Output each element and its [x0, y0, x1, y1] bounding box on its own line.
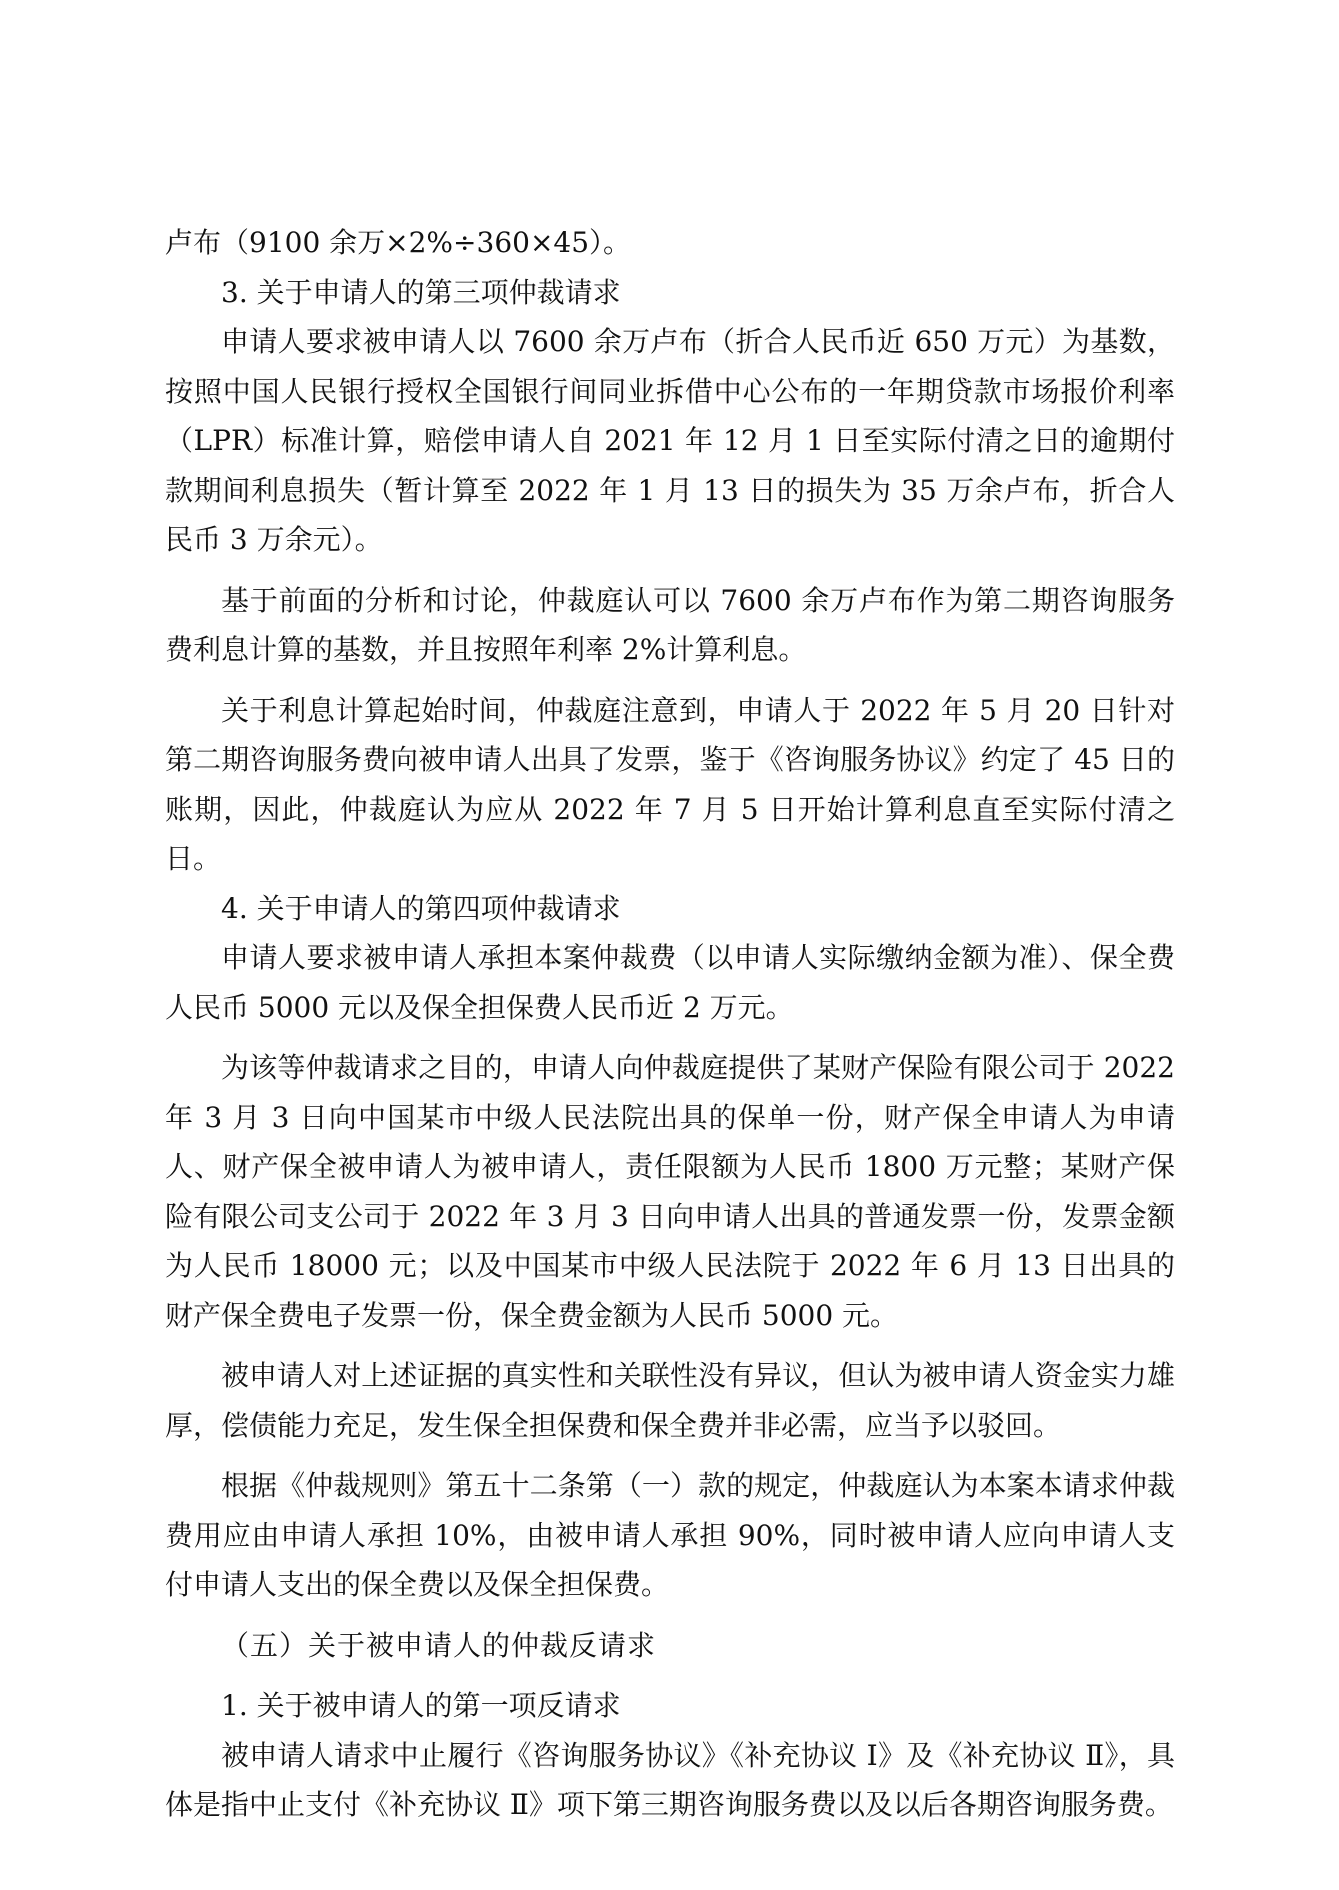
paragraph-tribunal-basis: 基于前面的分析和讨论，仲裁庭认可以 7600 余万卢布作为第二期咨询服务费利息计算的基数，并且按照年利率 2%计算利息。 [165, 583, 1175, 666]
subheading-fourth-claim: 4. 关于申请人的第四项仲裁请求 [221, 891, 621, 925]
paragraph-evidence: 为该等仲裁请求之目的，申请人向仲裁庭提供了某财产保险有限公司于 2022 年 3 月 3 日向中国某市中级人民法院出具的保单一份，财产保全申请人为申请人、财产保全被申请人为被申请人，责任限额为人民币 1800 万元整；某财产保险有限公司支公司于 2022 年 3 月 3 日向申请人出具的普通发票一份，发票金额为人民币 18000 元；以及中国某市中级人民法院于 2022 年 6 月 13 日出具的财产保全费电子发票一份，保全费金额为人民币 5000 元。 [165, 1051, 1175, 1332]
subheading-first-counterclaim: 1. 关于被申请人的第一项反请求 [221, 1689, 621, 1722]
paragraph-first-counterclaim: 被申请人请求中止履行《咨询服务协议》《补充协议 I》及《补充协议 Ⅱ》，具体是指中止支付《补充协议 Ⅱ》项下第三期咨询服务费以及以后各期咨询服务费。 [165, 1738, 1175, 1821]
section-heading-counterclaim: （五）关于被申请人的仲裁反请求 [221, 1628, 657, 1662]
paragraph-interest-start: 关于利息计算起始时间，仲裁庭注意到，申请人于 2022 年 5 月 20 日针对第二期咨询服务费向被申请人出具了发票，鉴于《咨询服务协议》约定了 45 日的账期，因此，仲裁庭认为应从 2022 年 7 月 5 日开始计算利息直至实际付清之日。 [165, 693, 1175, 875]
paragraph-continuation: 卢布（9100 余万×2%÷360×45）。 [165, 226, 632, 259]
paragraph-respondent-opinion: 被申请人对上述证据的真实性和关联性没有异议，但认为被申请人资金实力雄厚，偿债能力充足，发生保全担保费和保全费并非必需，应当予以驳回。 [165, 1359, 1175, 1442]
paragraph-tribunal-decision: 根据《仲裁规则》第五十二条第（一）款的规定，仲裁庭认为本案本请求仲裁费用应由申请人承担 10%，由被申请人承担 90%，同时被申请人应向申请人支付申请人支出的保全费以及保全担保费。 [165, 1469, 1175, 1601]
subheading-third-claim: 3. 关于申请人的第三项仲裁请求 [221, 275, 621, 309]
paragraph-third-claim-request: 申请人要求被申请人以 7600 余万卢布（折合人民币近 650 万元）为基数，按照中国人民银行授权全国银行间同业拆借中心公布的一年期贷款市场报价利率（LPR）标准计算，赔偿申请人自 2021 年 12 月 1 日至实际付清之日的逾期付款期间利息损失（暂计算至 2022 年 1 月 13 日的损失为 35 万余卢布，折合人民币 3 万余元）。 [165, 325, 1175, 556]
paragraph-fourth-claim-request: 申请人要求被申请人承担本案仲裁费（以申请人实际缴纳金额为准）、保全费人民币 5000 元以及保全担保费人民币近 2 万元。 [165, 941, 1175, 1024]
document-body [165, 218, 1175, 1830]
